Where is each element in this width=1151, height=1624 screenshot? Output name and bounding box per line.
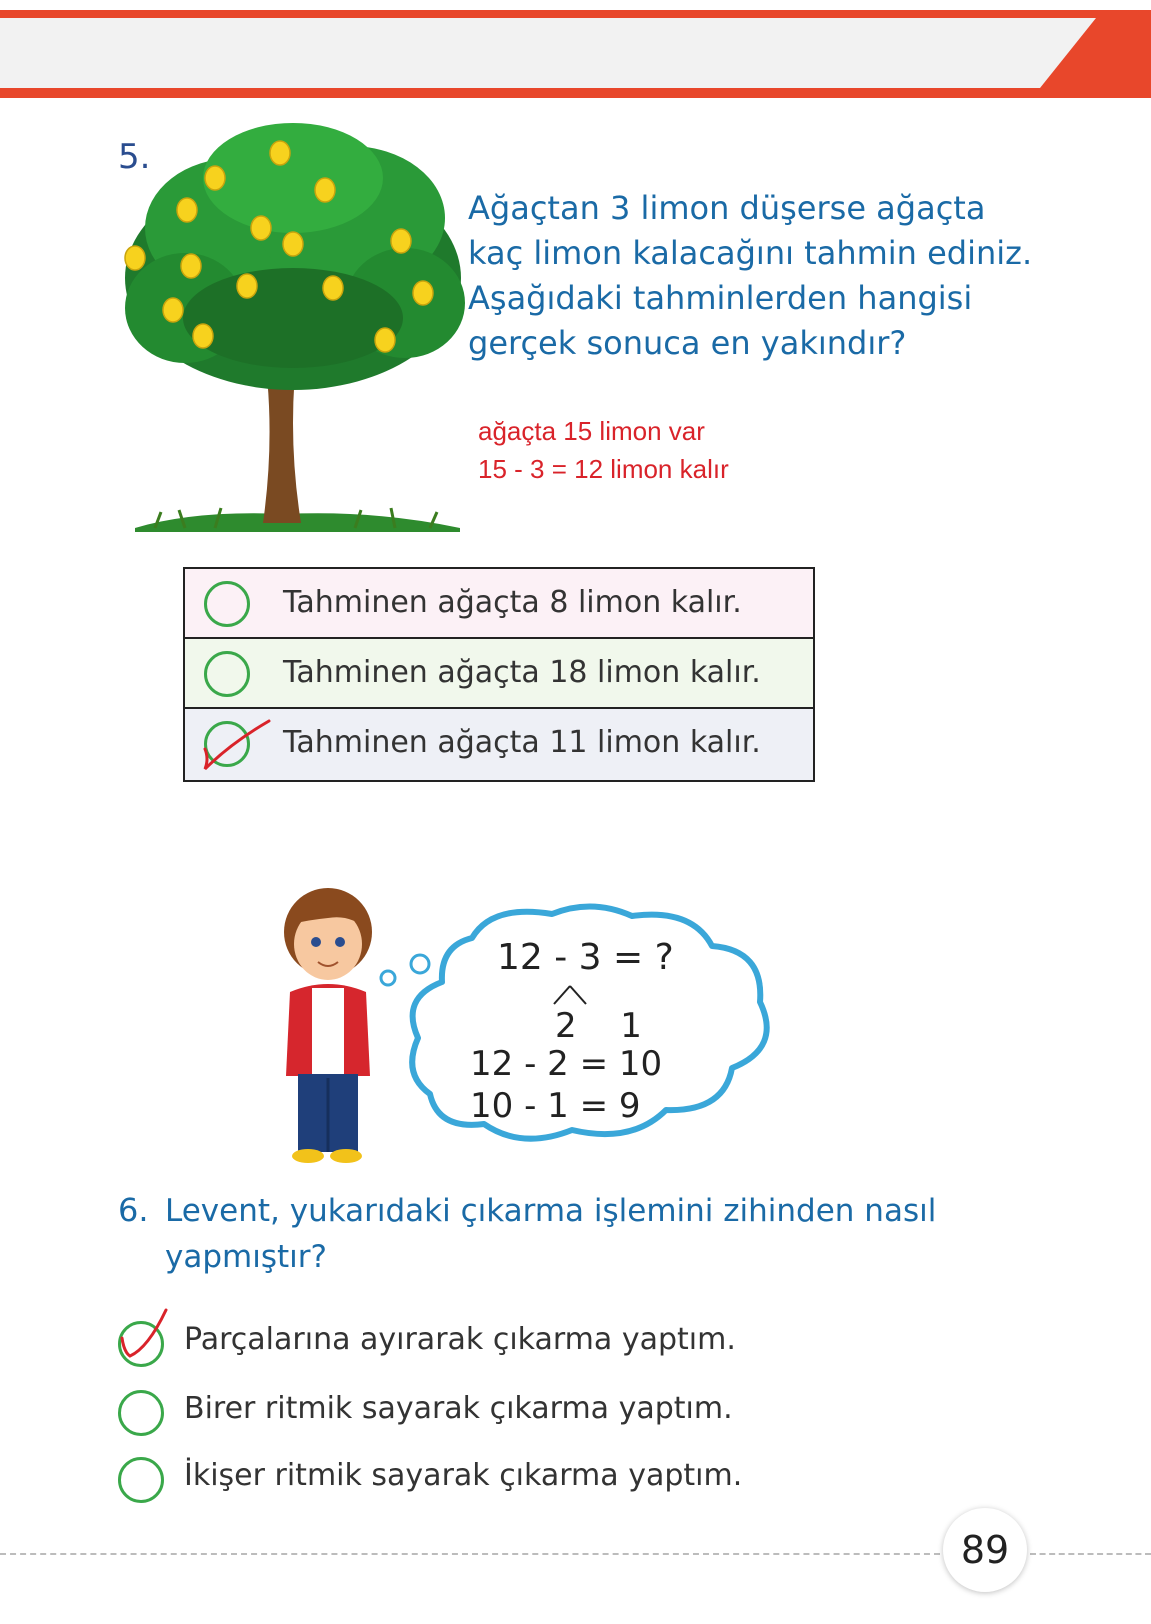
option-radio[interactable] — [118, 1457, 164, 1503]
option-label: Birer ritmik sayarak çıkarma yaptım. — [184, 1391, 733, 1426]
q6-option-row[interactable] — [118, 1387, 818, 1439]
question-5-number: 5. — [118, 137, 151, 177]
question-6-text — [165, 1188, 936, 1280]
option-label: İkişer ritmik sayarak çıkarma yaptım. — [184, 1458, 743, 1493]
note-line: 15 - 3 = 12 limon kalır — [478, 454, 729, 484]
option-radio[interactable] — [204, 651, 250, 697]
question-5-options-table — [183, 567, 815, 782]
footer-divider — [1030, 1553, 1151, 1555]
note-line: ağaçta 15 limon var — [478, 416, 705, 446]
q6-option-row[interactable] — [118, 1318, 818, 1370]
question-5-line: Ağaçtan 3 limon düşerse ağaçta — [468, 189, 986, 227]
option-row[interactable] — [185, 639, 813, 709]
option-label: Tahminen ağaçta 11 limon kalır. — [283, 725, 761, 760]
question-5-text — [468, 186, 1032, 366]
option-radio[interactable] — [204, 581, 250, 627]
question-5-line: kaç limon kalacağını tahmin ediniz. — [468, 234, 1033, 272]
bubble-steps — [470, 1043, 662, 1127]
footer-divider — [0, 1553, 940, 1555]
bubble-split-part: 2 — [555, 1006, 577, 1046]
option-label: Tahminen ağaçta 8 limon kalır. — [283, 585, 742, 620]
bubble-step: 12 - 2 = 10 — [470, 1044, 663, 1084]
bubble-equation: 12 - 3 = ? — [497, 937, 674, 978]
question-5-line: Aşağıdaki tahminlerden hangisi — [468, 279, 973, 317]
page-number-badge — [943, 1508, 1027, 1592]
q6-option-row[interactable] — [118, 1454, 818, 1506]
bubble-split-part: 1 — [620, 1006, 642, 1046]
red-check-mark-icon — [116, 1304, 178, 1366]
bubble-split — [555, 1006, 642, 1046]
question-6-line: yapmıştır? — [165, 1239, 327, 1275]
lemon-tree-illustration — [115, 118, 470, 538]
option-row[interactable] — [185, 709, 813, 780]
page-number: 89 — [960, 1528, 1010, 1572]
red-check-mark-icon — [197, 713, 273, 773]
question-5-line: gerçek sonuca en yakındır? — [468, 324, 907, 362]
option-label: Tahminen ağaçta 18 limon kalır. — [283, 655, 761, 690]
question-6-number: 6. — [118, 1191, 149, 1229]
bubble-step: 10 - 1 = 9 — [470, 1086, 641, 1126]
page-header-band — [0, 0, 1151, 100]
handwritten-note — [478, 412, 729, 488]
option-label: Parçalarına ayırarak çıkarma yaptım. — [184, 1322, 736, 1357]
question-6-line: Levent, yukarıdaki çıkarma işlemini zihinden nasıl — [165, 1193, 937, 1229]
option-radio[interactable] — [118, 1390, 164, 1436]
option-row[interactable] — [185, 569, 813, 639]
